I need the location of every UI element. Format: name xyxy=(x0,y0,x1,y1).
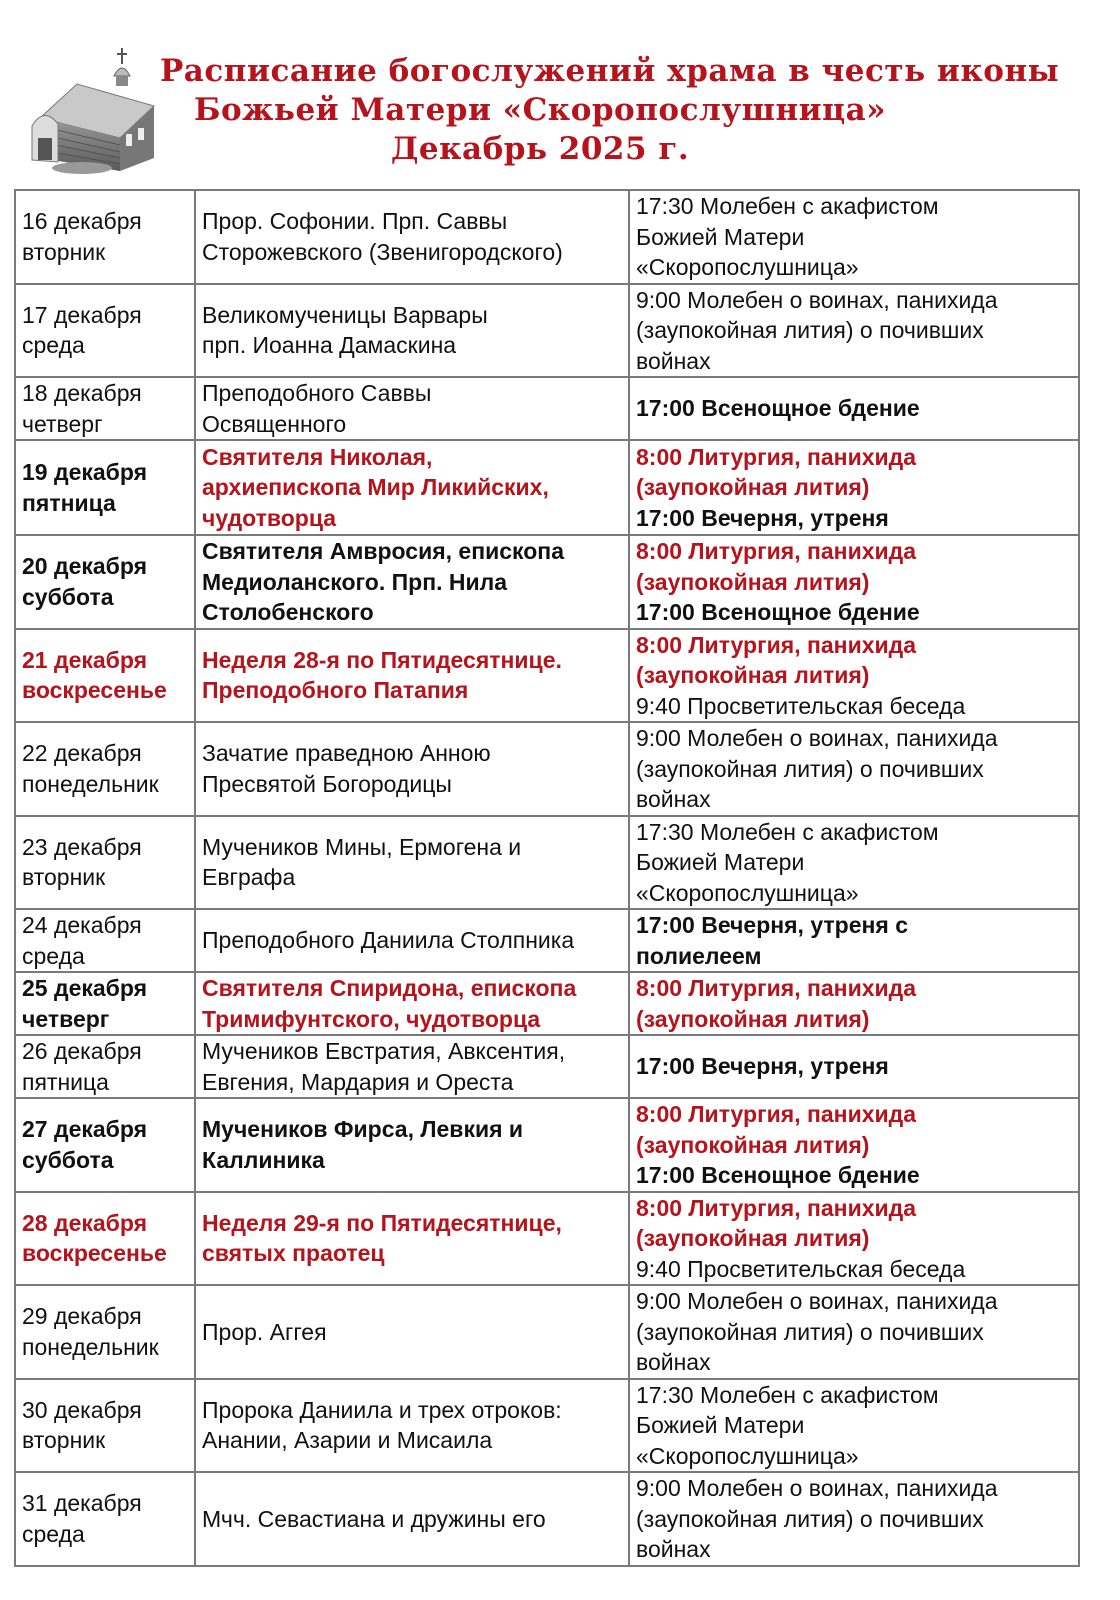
commemoration-line: Неделя 28-я по Пятидесятнице. xyxy=(202,646,562,673)
service-line: (заупокойная лития) xyxy=(636,568,870,595)
date-label: 27 декабря xyxy=(22,1116,148,1143)
page-title xyxy=(160,52,1060,169)
commemoration-line: Мучеников Евстратия, Авксентия, xyxy=(202,1038,566,1064)
schedule-row xyxy=(15,629,1079,723)
commemoration-line: Каллиника xyxy=(202,1146,325,1173)
weekday-label: воскресенье xyxy=(22,1240,167,1267)
services-cell xyxy=(629,535,1079,629)
schedule-row xyxy=(15,440,1079,535)
schedule-row xyxy=(15,1192,1079,1286)
date-label: 16 декабря xyxy=(22,208,142,235)
date-cell xyxy=(15,1472,195,1566)
services-cell xyxy=(629,909,1079,972)
date-label: 29 декабря xyxy=(22,1303,142,1330)
service-line: 17:30 Молебен с акафистом xyxy=(636,193,939,219)
service-line: 8:00 Литургия, панихида xyxy=(636,975,917,1001)
date-cell xyxy=(15,972,195,1035)
date-cell xyxy=(15,816,195,910)
services-cell xyxy=(629,1098,1079,1192)
commemoration-cell xyxy=(195,1192,629,1286)
weekday-label: четверг xyxy=(22,410,103,437)
commemoration-line: Евграфа xyxy=(202,864,296,891)
commemoration-cell xyxy=(195,1285,629,1379)
service-line: (заупокойная лития) о почивших xyxy=(636,1318,984,1345)
service-line: 17:00 Вечерня, утреня xyxy=(636,1053,889,1080)
service-line: Божией Матери xyxy=(636,223,805,250)
services-cell xyxy=(629,1035,1079,1098)
commemoration-line: Великомученицы Варвары xyxy=(202,301,488,328)
church-icon xyxy=(22,46,172,176)
service-line: 8:00 Литургия, панихида xyxy=(636,1101,917,1127)
service-line: войнах xyxy=(636,1349,711,1375)
date-label: 26 декабря xyxy=(22,1038,142,1064)
service-line: 9:40 Просветительская беседа xyxy=(636,1255,966,1282)
commemoration-cell xyxy=(195,284,629,378)
date-cell xyxy=(15,909,195,972)
service-line: (заупокойная лития) xyxy=(636,1131,870,1158)
weekday-label: суббота xyxy=(22,583,114,610)
weekday-label: воскресенье xyxy=(22,677,167,704)
weekday-label: пятница xyxy=(22,1068,109,1095)
service-line: 17:00 Вечерня, утреня xyxy=(636,504,889,531)
services-cell xyxy=(629,284,1079,378)
commemoration-cell xyxy=(195,440,629,535)
schedule-table xyxy=(14,189,1080,1567)
schedule-row xyxy=(15,972,1079,1035)
title-line: Божьей Матери «Скоропослушница» xyxy=(193,92,887,128)
commemoration-line: Мучеников Фирса, Левкия и xyxy=(202,1116,524,1143)
commemoration-line: Тримифунтского, чудотворца xyxy=(202,1005,541,1032)
service-line: «Скоропослушница» xyxy=(636,879,859,906)
service-line: (заупокойная лития) xyxy=(636,474,870,501)
commemoration-cell xyxy=(195,1098,629,1192)
date-cell xyxy=(15,1285,195,1379)
commemoration-line: архиепископа Мир Ликийских, xyxy=(202,474,549,501)
schedule-row xyxy=(15,1379,1079,1473)
schedule-row xyxy=(15,190,1079,284)
title-line: Расписание богослужений храма в честь иконы xyxy=(160,53,1060,89)
service-line: (заупокойная лития) о почивших xyxy=(636,755,984,782)
service-line: 9:00 Молебен о воинах, панихида xyxy=(636,1475,998,1501)
weekday-label: пятница xyxy=(22,489,116,516)
date-label: 22 декабря xyxy=(22,740,142,767)
weekday-label: вторник xyxy=(22,238,106,265)
service-line: войнах xyxy=(636,1536,711,1562)
commemoration-line: Пророка Даниила и трех отроков: xyxy=(202,1396,562,1423)
schedule-row xyxy=(15,284,1079,378)
services-cell xyxy=(629,629,1079,723)
service-line: войнах xyxy=(636,347,711,374)
service-line: 17:30 Молебен с акафистом xyxy=(636,1381,939,1408)
services-cell xyxy=(629,190,1079,284)
weekday-label: понедельник xyxy=(22,1333,159,1360)
title-line: Декабрь 2025 г. xyxy=(390,131,690,167)
commemoration-line: Святителя Николая, xyxy=(202,443,433,470)
date-cell xyxy=(15,722,195,816)
commemoration-line: Медиоланского. Прп. Нила xyxy=(202,568,508,595)
date-label: 28 декабря xyxy=(22,1209,148,1236)
commemoration-line: Преподобного Саввы xyxy=(202,380,432,406)
date-cell xyxy=(15,1379,195,1473)
service-line: (заупокойная лития) о почивших xyxy=(636,1505,984,1532)
commemoration-line: Освященного xyxy=(202,410,347,437)
service-line: 8:00 Литургия, панихида xyxy=(636,1194,917,1221)
service-line: (заупокойная лития) о почивших xyxy=(636,317,984,343)
schedule-row xyxy=(15,1035,1079,1098)
date-label: 17 декабря xyxy=(22,301,142,328)
commemoration-line: Сторожевского (Звенигородского) xyxy=(202,238,563,265)
commemoration-line: Зачатие праведною Анною xyxy=(202,740,491,767)
service-line: 17:00 Всенощное бдение xyxy=(636,1162,920,1188)
commemoration-cell xyxy=(195,377,629,440)
commemoration-cell xyxy=(195,972,629,1035)
service-line: 17:00 Всенощное бдение xyxy=(636,395,920,422)
commemoration-line: Прор. Аггея xyxy=(202,1318,327,1345)
commemoration-line: святых праотец xyxy=(202,1240,385,1267)
service-line: (заупокойная лития) xyxy=(636,1005,870,1032)
commemoration-line: Святителя Амвросия, епископа xyxy=(202,538,564,564)
services-cell xyxy=(629,1472,1079,1566)
commemoration-cell xyxy=(195,1472,629,1566)
weekday-label: среда xyxy=(22,942,85,969)
date-cell xyxy=(15,629,195,723)
commemoration-line: Мчч. Севастиана и дружины его xyxy=(202,1505,546,1532)
commemoration-line: Евгения, Мардария и Ореста xyxy=(202,1068,514,1095)
date-label: 21 декабря xyxy=(22,646,148,673)
page-header xyxy=(0,0,1120,190)
service-line: полиелеем xyxy=(636,942,762,969)
schedule-row xyxy=(15,909,1079,972)
commemoration-cell xyxy=(195,190,629,284)
date-cell xyxy=(15,1035,195,1098)
service-line: (заупокойная лития) xyxy=(636,1225,870,1251)
service-line: «Скоропослушница» xyxy=(636,1442,859,1469)
schedule-row xyxy=(15,722,1079,816)
commemoration-line: Столобенского xyxy=(202,599,374,625)
commemoration-cell xyxy=(195,1035,629,1098)
date-label: 20 декабря xyxy=(22,553,148,580)
commemoration-line: Преподобного Даниила Столпника xyxy=(202,927,575,954)
schedule-row xyxy=(15,1285,1079,1379)
weekday-label: суббота xyxy=(22,1146,114,1173)
schedule-row xyxy=(15,377,1079,440)
schedule-row xyxy=(15,535,1079,629)
commemoration-cell xyxy=(195,629,629,723)
service-line: 8:00 Литургия, панихида xyxy=(636,443,917,470)
services-cell xyxy=(629,1285,1079,1379)
services-cell xyxy=(629,1192,1079,1286)
service-line: 9:00 Молебен о воинах, панихида xyxy=(636,1288,998,1314)
commemoration-cell xyxy=(195,722,629,816)
date-cell xyxy=(15,440,195,535)
date-label: 25 декабря xyxy=(22,975,148,1001)
service-line: 17:30 Молебен с акафистом xyxy=(636,818,939,845)
service-line: войнах xyxy=(636,786,711,812)
service-line: 9:40 Просветительская беседа xyxy=(636,692,966,719)
weekday-label: вторник xyxy=(22,1427,106,1454)
service-line: 17:00 Всенощное бдение xyxy=(636,599,920,625)
services-cell xyxy=(629,1379,1079,1473)
date-label: 19 декабря xyxy=(22,459,148,485)
services-cell xyxy=(629,722,1079,816)
commemoration-line: Неделя 29-я по Пятидесятнице, xyxy=(202,1209,562,1236)
commemoration-line: Анании, Азарии и Мисаила xyxy=(202,1427,493,1454)
services-cell xyxy=(629,816,1079,910)
service-line: «Скоропослушница» xyxy=(636,254,859,280)
service-line: 8:00 Литургия, панихида xyxy=(636,538,917,564)
date-label: 31 декабря xyxy=(22,1490,142,1517)
service-line: 9:00 Молебен о воинах, панихида xyxy=(636,286,998,313)
commemoration-cell xyxy=(195,816,629,910)
weekday-label: вторник xyxy=(22,864,106,891)
date-cell xyxy=(15,377,195,440)
commemoration-line: чудотворца xyxy=(202,504,337,531)
date-label: 30 декабря xyxy=(22,1396,142,1423)
service-line: (заупокойная лития) xyxy=(636,662,870,688)
date-cell xyxy=(15,1098,195,1192)
weekday-label: среда xyxy=(22,1520,85,1547)
date-cell xyxy=(15,284,195,378)
services-cell xyxy=(629,377,1079,440)
commemoration-line: прп. Иоанна Дамаскина xyxy=(202,332,457,359)
commemoration-cell xyxy=(195,535,629,629)
commemoration-line: Пресвятой Богородицы xyxy=(202,770,452,797)
commemoration-line: Прор. Софонии. Прп. Саввы xyxy=(202,208,508,235)
schedule-row xyxy=(15,1472,1079,1566)
service-line: 9:00 Молебен о воинах, панихида xyxy=(636,725,998,751)
schedule-row xyxy=(15,1098,1079,1192)
commemoration-cell xyxy=(195,1379,629,1473)
service-line: Божией Матери xyxy=(636,1412,805,1438)
schedule-row xyxy=(15,816,1079,910)
date-cell xyxy=(15,535,195,629)
date-cell xyxy=(15,190,195,284)
commemoration-cell xyxy=(195,909,629,972)
date-label: 18 декабря xyxy=(22,380,142,406)
service-line: Божией Матери xyxy=(636,849,805,875)
commemoration-line: Святителя Спиридона, епископа xyxy=(202,975,577,1001)
service-line: 17:00 Вечерня, утреня с xyxy=(636,912,909,938)
commemoration-line: Преподобного Патапия xyxy=(202,677,469,704)
services-cell xyxy=(629,440,1079,535)
date-cell xyxy=(15,1192,195,1286)
services-cell xyxy=(629,972,1079,1035)
weekday-label: среда xyxy=(22,332,85,359)
commemoration-line: Мучеников Мины, Ермогена и xyxy=(202,833,522,860)
weekday-label: четверг xyxy=(22,1005,110,1032)
service-line: 8:00 Литургия, панихида xyxy=(636,631,917,658)
weekday-label: понедельник xyxy=(22,770,159,797)
date-label: 23 декабря xyxy=(22,833,142,860)
date-label: 24 декабря xyxy=(22,912,142,938)
